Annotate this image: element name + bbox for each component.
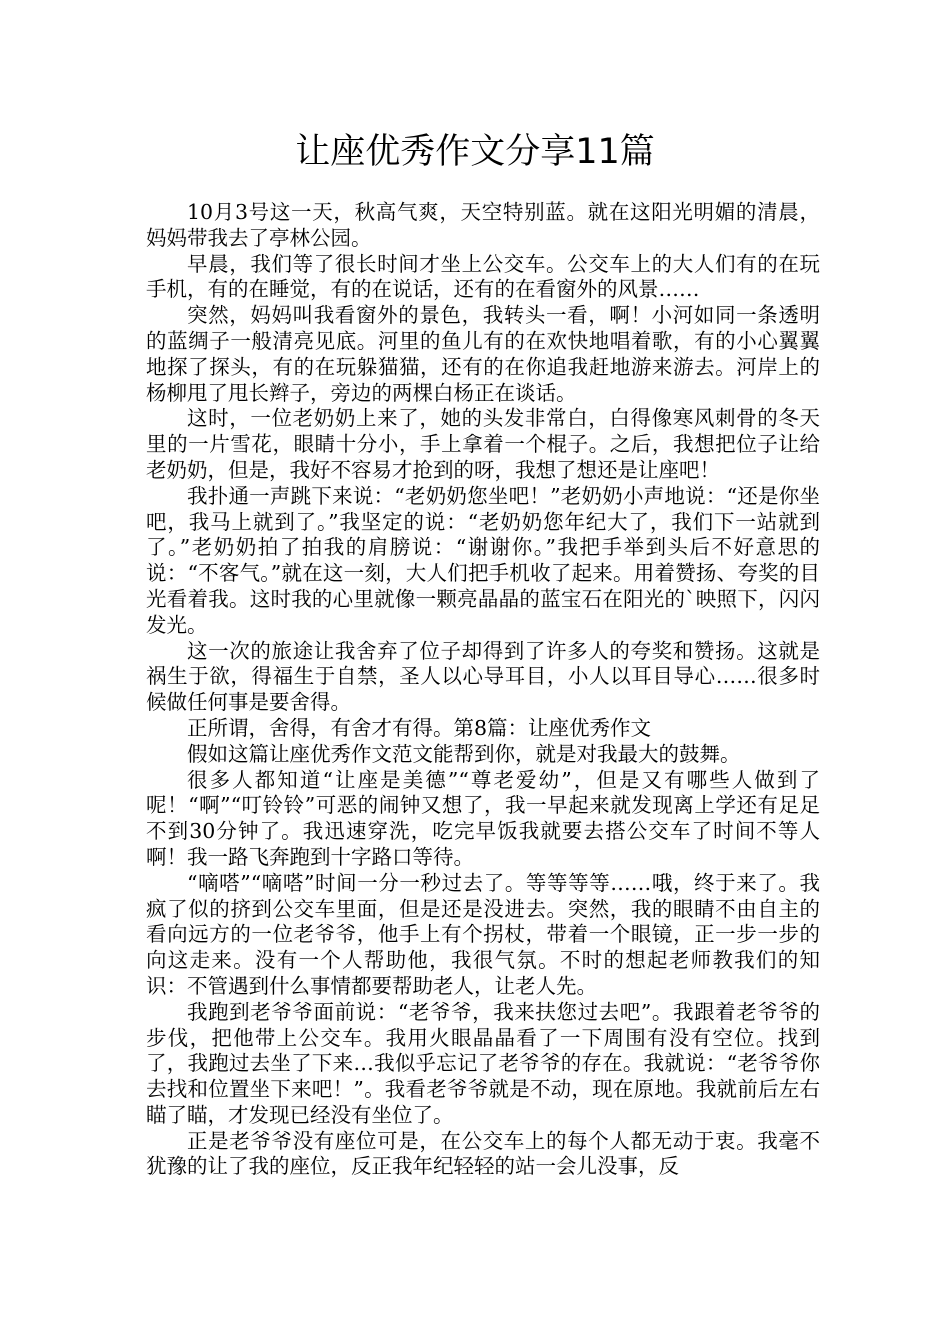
paragraph-3: 突然，妈妈叫我看窗外的景色，我转头一看，啊！小河如同一条透明的蓝绸子一般清亮见底。河里的鱼儿有的在欢快地唱着歌，有的小心翼翼地探了探头，有的在玩躲猫猫，还有的在你追我赶地游来游去。河岸上的杨柳甩了甩长辫子，旁边的两棵白杨正在谈话。: [146, 303, 820, 405]
paragraph-4: 这时，一位老奶奶上来了，她的头发非常白，白得像寒风刺骨的冬天里的一片雪花，眼睛十分小，手上拿着一个棍子。之后，我想把位子让给老奶奶，但是，我好不容易才抢到的呀，我想了想还是让座吧！: [146, 406, 820, 482]
document-body: [146, 200, 820, 1180]
paragraph-7: 正所谓，舍得，有舍才有得。第8篇：让座优秀作文: [187, 715, 652, 740]
paragraph-6: 这一次的旅途让我舍弃了位子却得到了许多人的夸奖和赞扬。这就是祸生于欲，得福生于自禁，圣人以心导耳目，小人以耳目导心……很多时候做任何事是要舍得。: [146, 638, 820, 715]
paragraph-1: 10月3号这一天，秋高气爽，天空特别蓝。就在这阳光明媚的清晨，妈妈带我去了亭林公园。: [146, 200, 820, 250]
paragraph-11: 我跑到老爷爷面前说：“老爷爷，我来扶您过去吧”。我跟着老爷爷的步伐，把他带上公交车。我用火眼晶晶看了一下周围有没有空位。找到了，我跑过去坐了下来…我似乎忘记了老爷爷的存在。我就说：“老爷爷你去找和位置坐下来吧！”。我看老爷爷就是不动，现在原地。我就前后左右瞄了瞄，才发现已经没有坐位了。: [146, 999, 820, 1127]
paragraph-8: 假如这篇让座优秀作文范文能帮到你，就是对我最大的鼓舞。: [187, 741, 741, 766]
paragraph-5: 我扑通一声跳下来说：“老奶奶您坐吧！”老奶奶小声地说：“还是你坐吧，我马上就到了。”我坚定的说：“老奶奶您年纪大了，我们下一站就到了。”老奶奶拍了拍我的肩膀说：“谢谢你。”我把手举到头后不好意思的说：“不客气。”就在这一刻，大人们把手机收了起来。用着赞扬、夸奖的目光看着我。这时我的心里就像一颗亮晶晶的蓝宝石在阳光的`映照下，闪闪发光。: [146, 483, 820, 637]
paragraph-2: 早晨，我们等了很长时间才坐上公交车。公交车上的大人们有的在玩手机，有的在睡觉，有的在说话，还有的在看窗外的风景……: [146, 251, 820, 302]
paragraph-9: 很多人都知道“让座是美德”“尊老爱幼”，但是又有哪些人做到了呢！“啊”“叮铃铃”可恶的闹钟又想了，我一早起来就发现离上学还有足足不到30分钟了。我迅速穿洗，吃完早饭我就要去搭公交车了时间不等人啊！我一路飞奔跑到十字路口等待。: [146, 767, 820, 869]
document-title: 让座优秀作文分享11篇: [295, 132, 655, 172]
paragraph-10: “嘀嗒”“嘀嗒”时间一分一秒过去了。等等等等……哦，终于来了。我疯了似的挤到公交车里面，但是还是没进去。突然，我的眼睛不由自主的看向远方的一位老爷爷，他手上有个拐杖，带着一个眼镜，正一步一步的向这走来。没有一个人帮助他，我很气氛。不时的想起老师教我们的知识：不管遇到什么事情都要帮助老人，让老人先。: [146, 870, 820, 998]
paragraph-12: 正是老爷爷没有座位可是，在公交车上的每个人都无动于衷。我毫不犹豫的让了我的座位，反正我年纪轻轻的站一会儿没事，反: [146, 1128, 820, 1179]
